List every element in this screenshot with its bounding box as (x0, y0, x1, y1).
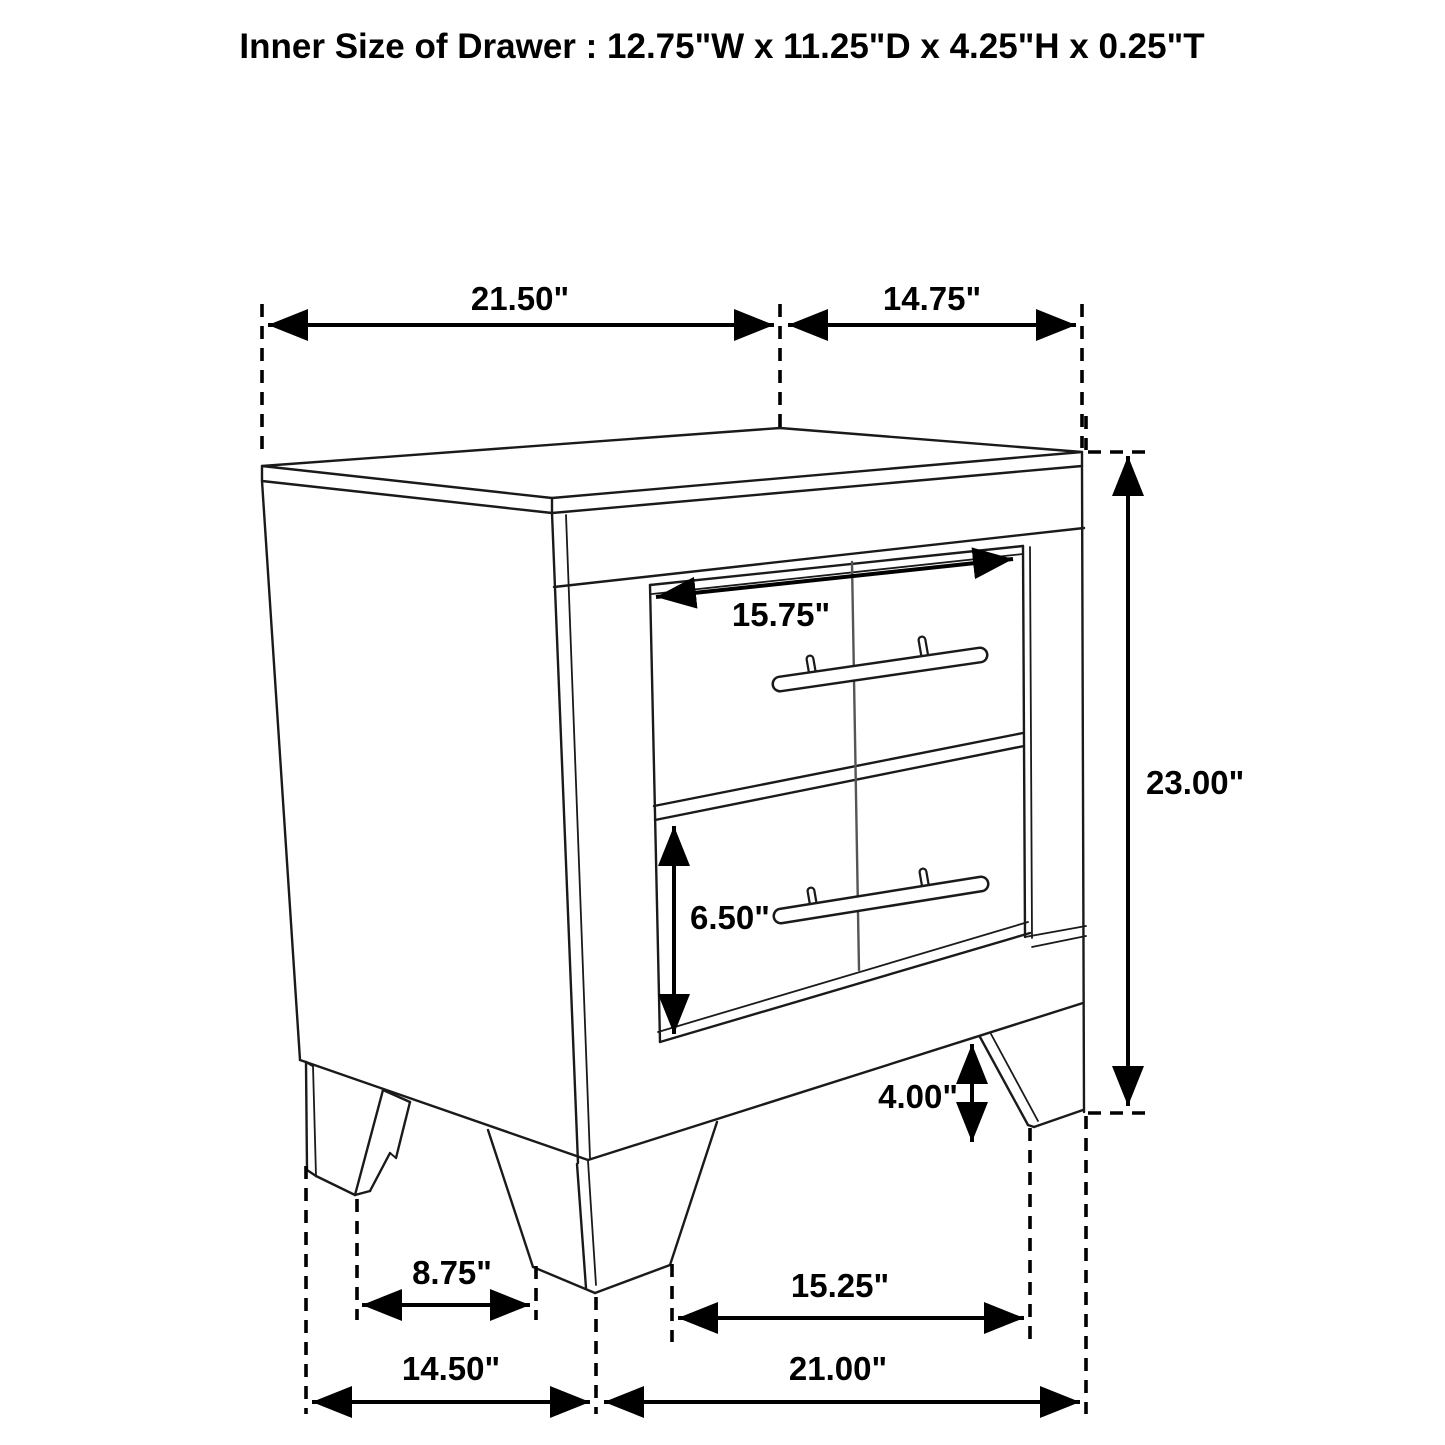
diagram-title: Inner Size of Drawer : 12.75"W x 11.25"D x 4.25"H x 0.25"T (239, 27, 1205, 66)
dim-leg-spacing-side-label: 8.75" (412, 1254, 492, 1291)
dim-drawer-width-label: 15.75" (731, 596, 831, 633)
dim-top-width-label: 21.50" (470, 280, 570, 317)
dim-leg-spacing-front-label: 15.25" (790, 1267, 890, 1304)
dim-footprint-width-label: 21.00" (788, 1350, 888, 1387)
dim-leg-height-label: 4.00" (878, 1078, 958, 1115)
dim-top-depth-label: 14.75" (882, 280, 982, 317)
dim-footprint-depth-label: 14.50" (401, 1350, 501, 1387)
dim-height-label: 23.00" (1146, 764, 1245, 801)
dim-drawer-height-label: 6.50" (690, 899, 770, 936)
